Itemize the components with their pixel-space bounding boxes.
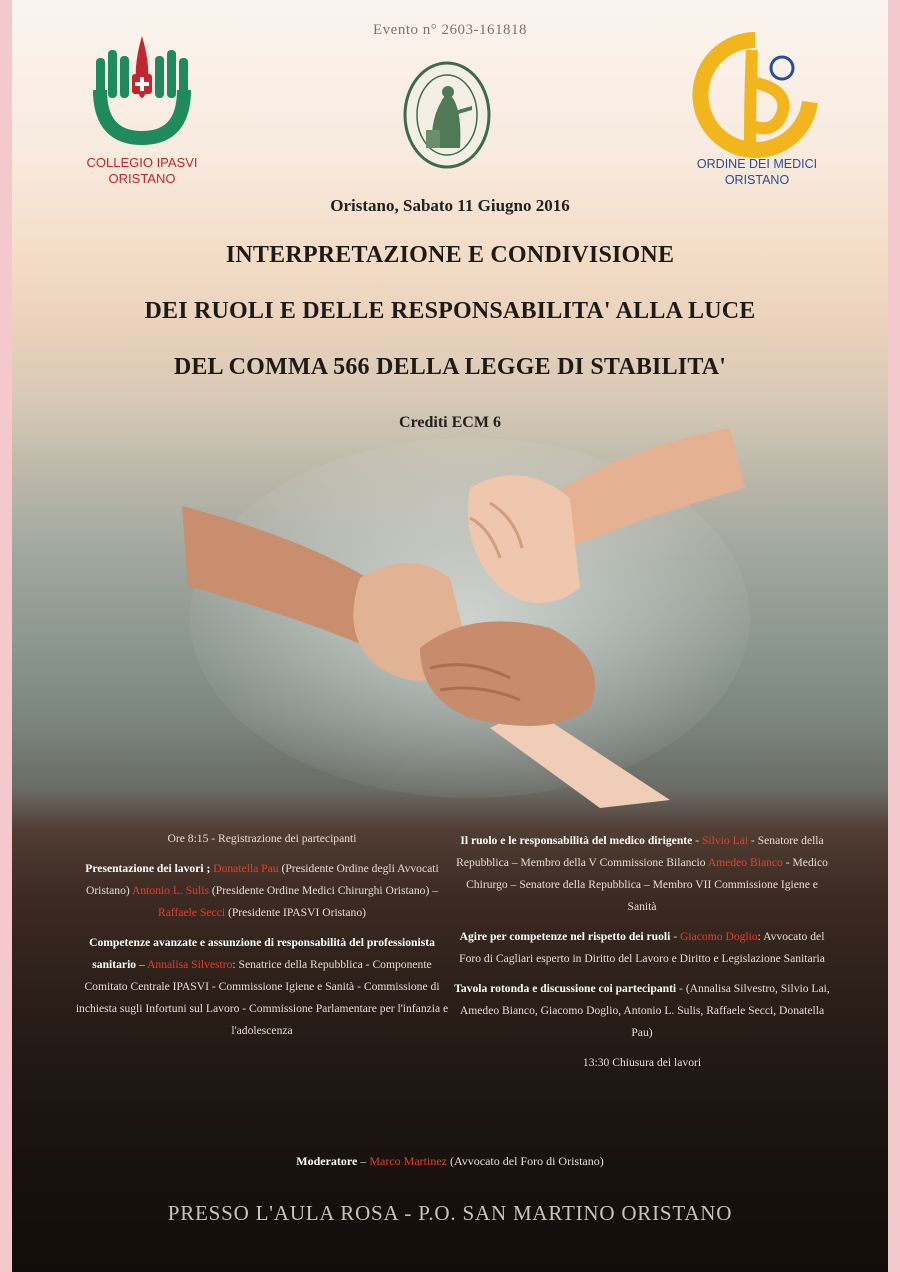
presentation-item: Presentazione dei lavori ; Donatella Pau (Presidente Ordine degli Avvocati Oristano) Antonio L. Sulis (Presidente Ordine Medici Chirurghi Oristano) – Raffaele Secci (Presidente IPASVI Oristano) <box>85 862 439 919</box>
collegio-ipasvi-logo-icon <box>82 30 202 150</box>
speaker-name: Antonio L. Sulis <box>132 884 209 897</box>
program-right-column <box>452 830 832 1082</box>
speaker-name: Annalisa Silvestro <box>147 958 233 971</box>
moderator-name: Marco Martinez <box>369 1154 447 1168</box>
venue-footer: PRESSO L'AULA ROSA - P.O. SAN MARTINO ORISTANO <box>167 1201 733 1225</box>
speaker-name: Amedeo Bianco <box>707 856 783 869</box>
title-line-2: DEI RUOLI E DELLE RESPONSABILITA' ALLA LUCE <box>144 298 756 324</box>
speaker-name: Giacomo Doglio <box>680 930 758 943</box>
joined-hands-image <box>170 428 750 808</box>
ordine-avvocati-seal-icon <box>402 60 492 170</box>
title-line-3: DEL COMMA 566 DELLA LEGGE DI STABILITA' <box>173 354 727 380</box>
event-date: Oristano, Sabato 11 Giugno 2016 <box>330 196 570 215</box>
title-line-1: INTERPRETAZIONE E CONDIVISIONE <box>225 242 675 268</box>
program-left-column <box>72 828 452 1050</box>
ordine-medici-label: ORDINE DEI MEDICI ORISTANO <box>696 157 818 187</box>
event-number: Evento n° 2603-161818 <box>373 22 527 38</box>
speaker-name: Raffaele Secci <box>158 906 226 919</box>
ordine-medici-logo-icon <box>690 30 820 160</box>
tavola-rotonda-item: Tavola rotonda e discussione coi partecipanti - (Annalisa Silvestro, Silvio Lai, Amedeo Bianco, Giacomo Doglio, Antonio L. Sulis, Raffaele Secci, Donatella Pau) <box>454 982 830 1039</box>
ecm-credits: Crediti ECM 6 <box>399 414 501 431</box>
moderator-line: Moderatore – Marco Martinez (Avvocato del Foro di Oristano) <box>296 1154 604 1168</box>
event-poster <box>12 0 888 1272</box>
collegio-ipasvi-label: COLLEGIO IPASVI ORISTANO <box>86 155 198 186</box>
speaker-name: Donatella Pau <box>213 862 279 875</box>
speaker-name: Silvio Lai <box>701 834 749 847</box>
closing-item: 13:30 Chiusura dei lavori <box>582 1056 702 1069</box>
registration-item: Ore 8:15 - Registrazione dei partecipanti <box>167 832 357 845</box>
ruolo-item: Il ruolo e le responsabilità del medico dirigente - Silvio Lai - Senatore della Repubblica – Membro della V Commissione Bilancio Amedeo Bianco - Medico Chirurgo – Senatore della Repubblica – Membro VII Commissione Igiene e Sanità <box>456 834 828 913</box>
competenze-item: Competenze avanzate e assunzione di responsabilità del professionista sanitario – Annalisa Silvestro: Senatrice della Repubblica - Componente Comitato Centrale IPASVI - Commissione Igiene e Sanità - Commissione di inchiesta sugli Infortuni sul Lavoro - Commissione Parlamentare per l'infanzia e l'adolescenza <box>75 936 449 1037</box>
agire-item: Agire per competenze nel rispetto dei ruoli - Giacomo Doglio: Avvocato del Foro di Cagliari esperto in Diritto del Lavoro e Diritto e Legislazione Sanitaria <box>459 930 825 965</box>
